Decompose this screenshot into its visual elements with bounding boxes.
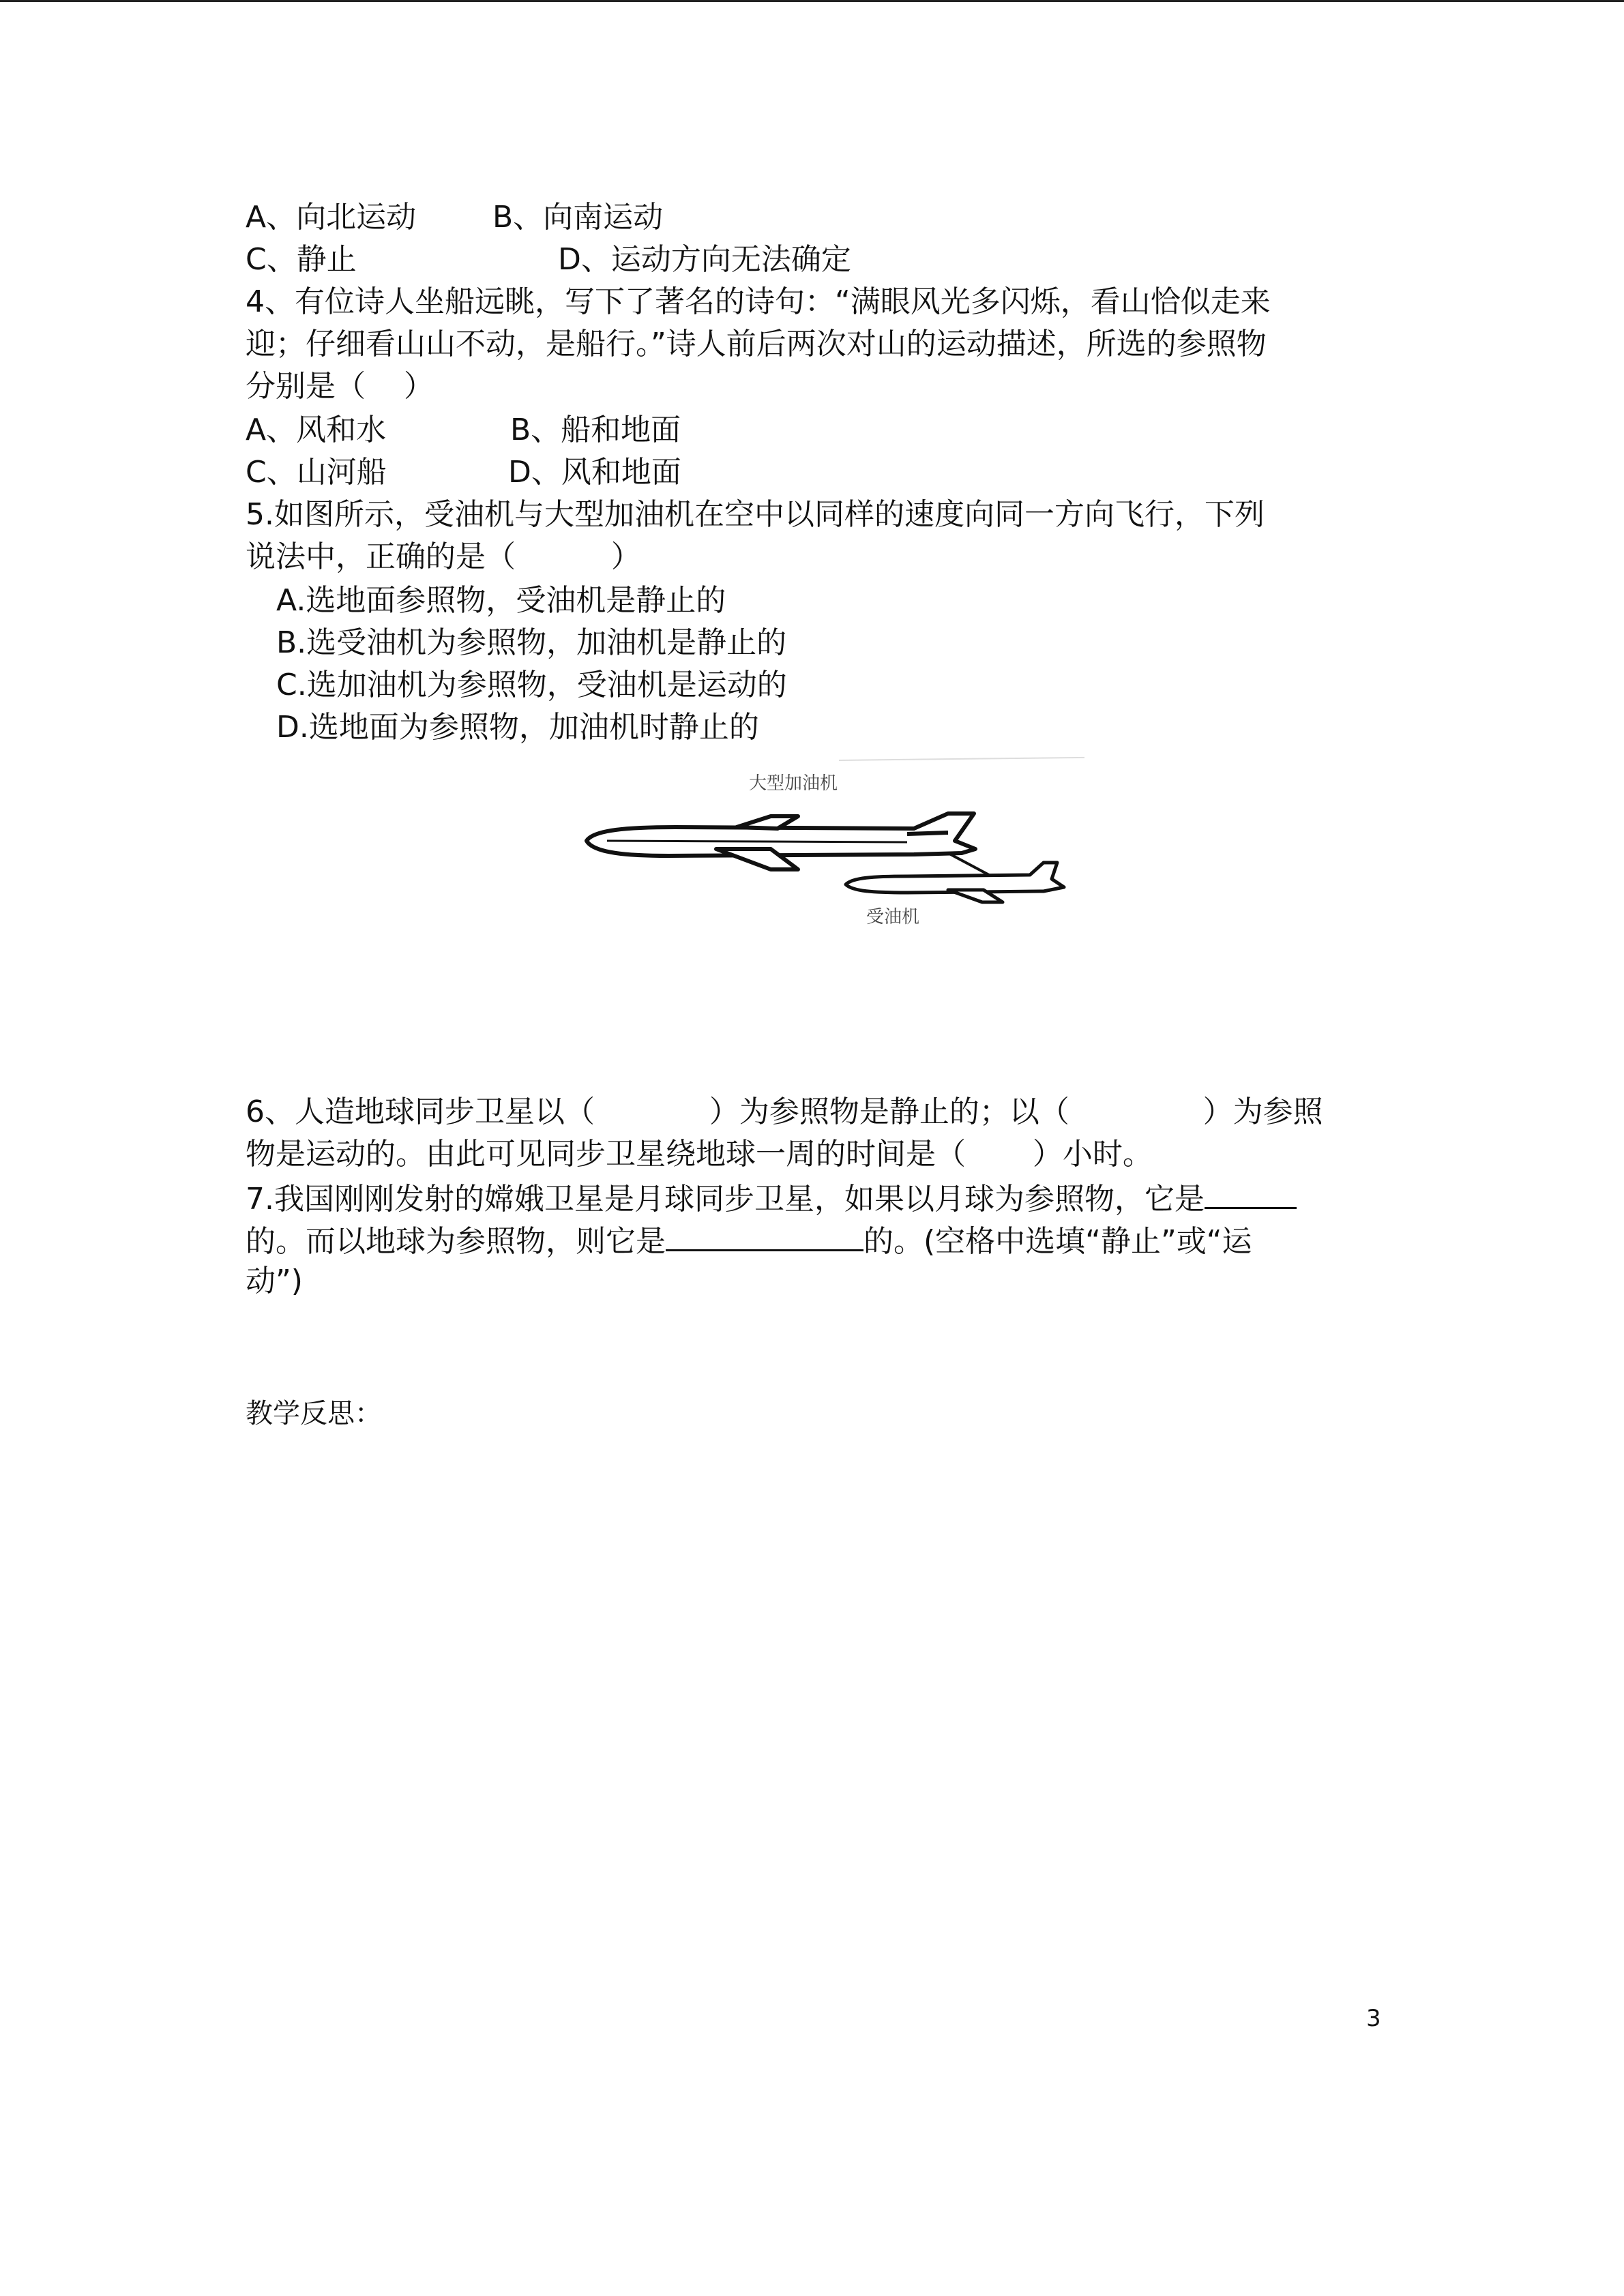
q6-line-1: 6、人造地球同步卫星以（ ）为参照物是静止的；以（ ）为参照 — [246, 1094, 1323, 1129]
q4-line-1: 4、有位诗人坐船远眺，写下了著名的诗句：“满眼风光多闪烁，看山恰似走来 — [246, 284, 1271, 319]
q7-line-1-text: 7.我国刚刚发射的嫦娥卫星是月球同步卫星，如果以月球为参照物，它是 — [246, 1182, 1205, 1217]
top-border-line — [0, 0, 1624, 2]
q5-option-c: C.选加油机为参照物，受油机是运动的 — [276, 668, 787, 702]
q5-line-2: 说法中，正确的是（ ） — [246, 539, 641, 574]
teaching-reflection-heading: 教学反思： — [246, 1398, 382, 1429]
q4-option-b: B、船和地面 — [510, 413, 681, 447]
q7-line-3: 动”) — [246, 1264, 303, 1298]
receiver-label: 受油机 — [866, 907, 920, 927]
tanker-aircraft-icon — [587, 814, 975, 869]
q5-option-b: B.选受油机为参照物，加油机是静止的 — [276, 625, 787, 660]
q4-option-c: C、山河船 — [246, 455, 387, 490]
refueling-aircraft-figure — [566, 754, 1084, 931]
q3-option-b: B、向南运动 — [492, 200, 664, 235]
page-number: 3 — [1366, 2005, 1381, 2032]
q5-line-1: 5.如图所示，受油机与大型加油机在空中以同样的速度向同一方向飞行，下列 — [246, 497, 1265, 532]
q4-line-2: 迎；仔细看山山不动，是船行。”诗人前后两次对山的运动描述，所选的参照物 — [246, 327, 1267, 361]
q7-blank-1[interactable] — [1205, 1176, 1297, 1209]
q7-blank-2[interactable] — [666, 1218, 863, 1251]
q7-line-2 — [246, 1218, 1378, 1263]
q7-line-2-text-a: 的。而以地球为参照物，则它是 — [246, 1224, 666, 1259]
receiver-aircraft-icon — [846, 863, 1064, 902]
figure-top-edge — [839, 757, 1084, 760]
refueling-boom — [948, 853, 989, 875]
q7-line-1 — [246, 1176, 1378, 1221]
q6-line-2: 物是运动的。由此可见同步卫星绕地球一周的时间是（ ）小时。 — [246, 1137, 1153, 1172]
q5-option-a: A.选地面参照物，受油机是静止的 — [276, 583, 726, 618]
q3-option-d: D、运动方向无法确定 — [558, 242, 851, 277]
q4-option-d: D、风和地面 — [508, 455, 681, 490]
q4-line-3: 分别是（ ） — [246, 369, 434, 404]
tanker-label: 大型加油机 — [749, 773, 838, 794]
q3-option-c: C、静止 — [246, 242, 357, 277]
q7-line-2-text-b: 的。(空格中选填“静止”或“运 — [863, 1224, 1252, 1259]
q4-option-a: A、风和水 — [246, 413, 387, 447]
q5-option-d: D.选地面为参照物，加油机时静止的 — [276, 710, 759, 745]
q3-option-a: A、向北运动 — [246, 200, 417, 235]
